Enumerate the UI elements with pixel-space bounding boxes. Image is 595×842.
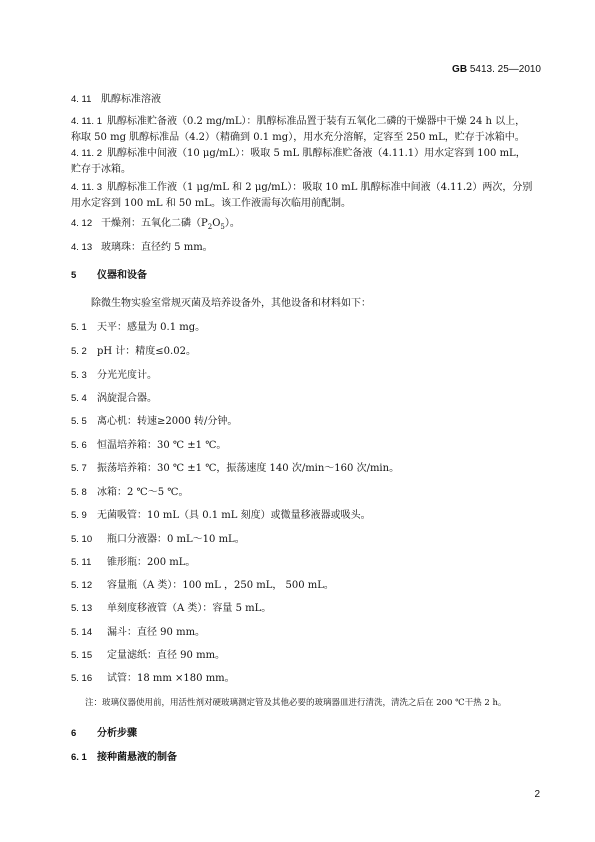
item-number: 5. 4 (71, 393, 87, 404)
item-text: 分光光度计。 (97, 370, 157, 381)
section-title: 接种菌悬液的制备 (97, 752, 177, 763)
item-number: 5. 9 (71, 510, 87, 521)
list-item (71, 508, 541, 524)
section-number: 5 (71, 270, 77, 281)
section-number: 4. 11. 1 (71, 116, 102, 127)
section-4-11 (71, 92, 541, 108)
item-number: 5. 1 (71, 322, 87, 333)
list-item (71, 532, 541, 548)
section-number: 4. 12 (71, 218, 93, 229)
paragraph-line: 肌醇标准贮备液（0.2 mg/mL）：肌醇标准品置于装有五氧化二磷的干燥器中干燥 24 h 以上， (107, 116, 526, 127)
paragraph-line: 称取 50 mg 肌醇标准品（4.2）（精确到 0.1 mg），用水充分溶解，定容至 250 mL，贮存于冰箱中。 (71, 132, 525, 143)
section-number: 4. 11. 2 (71, 148, 102, 159)
item-text: 漏斗：直径 90 mm。 (107, 627, 206, 638)
page-number: 2 (534, 789, 540, 800)
section-4-11-3 (71, 180, 541, 212)
section-number: 6 (71, 728, 77, 739)
item-number: 5. 12 (71, 580, 93, 591)
item-text: 锥形瓶：200 mL。 (107, 557, 196, 568)
item-number: 5. 16 (71, 673, 93, 684)
section-5-intro (71, 296, 561, 312)
item-number: 5. 11 (71, 557, 92, 568)
item-text: 冰箱：2 ℃～5 ℃。 (97, 487, 189, 498)
list-item (71, 438, 541, 454)
item-number: 5. 6 (71, 440, 87, 451)
list-item (71, 320, 541, 336)
item-text: 单刻度移液管（A 类）：容量 5 mL。 (107, 603, 272, 614)
section-title: 肌醇标准溶液 (101, 94, 161, 105)
paragraph-line: 贮存于冰箱。 (71, 164, 131, 175)
standard-code-header (452, 64, 541, 75)
section-6-heading (71, 726, 541, 742)
item-number: 5. 14 (71, 627, 93, 638)
subscript: 5 (220, 223, 225, 231)
section-4-12 (71, 216, 541, 235)
list-item (71, 414, 541, 430)
section-5-heading (71, 268, 541, 284)
paragraph-line: 用水定容到 100 mL 和 50 mL。该工作液需每次临用前配制。 (71, 198, 351, 209)
section-text: 玻璃珠：直径约 5 mm。 (101, 242, 213, 253)
section-number: 4. 11 (71, 94, 92, 105)
desiccant-text: O (212, 218, 221, 229)
section-title: 仪器和设备 (97, 270, 147, 281)
item-text: 恒温培养箱：30 ℃ ±1 ℃。 (97, 440, 227, 451)
list-item (71, 578, 541, 594)
item-number: 5. 5 (71, 416, 87, 427)
section-4-11-1 (71, 114, 541, 146)
section-number: 6. 1 (71, 752, 87, 763)
item-text: 天平：感量为 0.1 mg。 (97, 322, 206, 333)
item-number: 5. 2 (71, 346, 87, 357)
list-item (71, 648, 541, 664)
section-4-11-2 (71, 146, 541, 178)
desiccant-text: ）。 (224, 218, 240, 229)
item-number: 5. 3 (71, 370, 87, 381)
section-6-1-heading (71, 750, 541, 766)
note-text: 注：玻璃仪器使用前，用活性剂对硬玻璃测定管及其他必要的玻璃器皿进行清洗，清洗之后在 200 ℃干热 2 h。 (85, 698, 507, 708)
list-item (71, 461, 541, 477)
paragraph-line: 肌醇标准工作液（1 μg/mL 和 2 μg/mL）：吸取 10 mL 肌醇标准中间液（4.11.2）两次，分别 (107, 182, 533, 193)
item-number: 5. 13 (71, 603, 93, 614)
list-item (71, 368, 541, 384)
item-number: 5. 8 (71, 487, 87, 498)
standard-number: 5413. 25—2010 (467, 64, 541, 75)
list-item (71, 671, 541, 687)
section-title: 分析步骤 (97, 728, 137, 739)
list-item (71, 485, 541, 501)
list-item (71, 391, 541, 407)
paragraph-line: 肌醇标准中间液（10 μg/mL）：吸取 5 mL 肌醇标准贮备液（4.11.1）用水定容到 100 mL， (107, 148, 526, 159)
item-text: 瓶口分液器：0 mL～10 mL。 (107, 534, 245, 545)
intro-text: 除微生物实验室常规灭菌及培养设备外，其他设备和材料如下： (91, 298, 371, 309)
standard-prefix: GB (452, 64, 468, 75)
item-text: 离心机：转速≥2000 转/分钟。 (97, 416, 238, 427)
item-text: 定量滤纸：直径 90 mm。 (107, 650, 226, 661)
list-item (71, 344, 541, 360)
list-item (71, 625, 541, 641)
item-text: 无菌吸管：10 mL（具 0.1 mL 刻度）或微量移液器或吸头。 (97, 510, 371, 521)
item-text: 振荡培养箱：30 ℃ ±1 ℃，振荡速度 140 次/min～160 次/min。 (97, 463, 400, 474)
item-number: 5. 7 (71, 463, 87, 474)
item-number: 5. 10 (71, 534, 93, 545)
item-text: pH 计：精度≤0.02。 (97, 346, 196, 357)
desiccant-text: 干燥剂：五氧化二磷（P (101, 218, 208, 229)
list-item (71, 555, 541, 571)
section-4-13 (71, 240, 541, 256)
item-text: 容量瓶（A 类）：100 mL ，250 mL， 500 mL。 (107, 580, 334, 591)
subscript: 2 (207, 223, 213, 231)
section-number: 4. 13 (71, 242, 93, 253)
item-text: 涡旋混合器。 (97, 393, 157, 404)
item-number: 5. 15 (71, 650, 93, 661)
note (71, 695, 555, 711)
section-number: 4. 11. 3 (71, 182, 102, 193)
list-item (71, 601, 541, 617)
item-text: 试管：18 mm ×180 mm。 (107, 673, 235, 684)
